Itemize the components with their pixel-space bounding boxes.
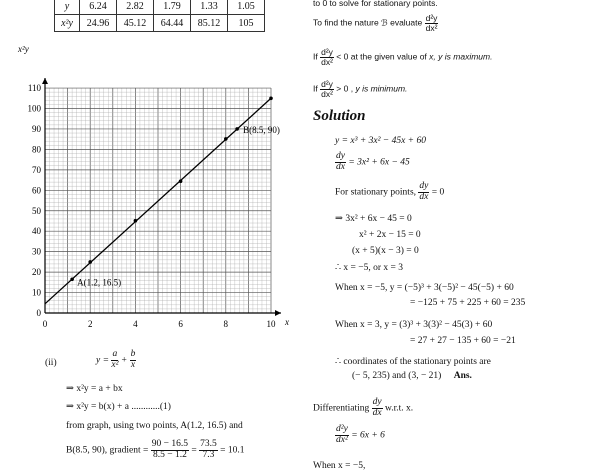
step-line-3: from graph, using two points, A(1.2, 16.5) and bbox=[66, 421, 243, 431]
y-tick-label: 50 bbox=[32, 205, 41, 216]
dy-dx-frac bbox=[372, 398, 383, 419]
y-tick-label: 110 bbox=[27, 83, 41, 94]
last-line: When x = −5, bbox=[313, 461, 366, 471]
y-tick-label: 10 bbox=[32, 287, 41, 298]
coords-line: ∴ coordinates of the stationary points are bbox=[335, 357, 491, 367]
solve-step-1: ⇒ 3x² + 6x − 45 = 0 bbox=[335, 214, 412, 224]
table-cell: 1.79 bbox=[154, 0, 191, 15]
step-line-1: ⇒ x²y = a + bx bbox=[66, 384, 123, 394]
model-equation bbox=[96, 350, 136, 371]
y-tick-label: 40 bbox=[32, 226, 41, 237]
second-derivative-frac bbox=[320, 80, 334, 99]
step-line-2: ⇒ x²y = b(x) + a ............(1) bbox=[66, 402, 171, 412]
frac-num: d²y bbox=[336, 424, 348, 434]
max-cond-text: < 0 at the given value of bbox=[336, 51, 427, 62]
data-point bbox=[269, 96, 273, 100]
gradient-line bbox=[66, 440, 244, 461]
frac-den: 8.5 − 1.2 bbox=[152, 449, 187, 460]
data-point bbox=[235, 127, 239, 131]
when-result-2: = 27 + 27 − 135 + 60 = −21 bbox=[410, 336, 516, 346]
plus-sign: + bbox=[120, 355, 128, 366]
table-cell: 6.24 bbox=[80, 0, 117, 15]
max-cond-tail: x, y is maximum. bbox=[429, 51, 493, 62]
table-row bbox=[55, 0, 265, 15]
equals-sign: = bbox=[191, 445, 197, 456]
data-point bbox=[88, 260, 92, 264]
table-cell: 1.05 bbox=[228, 0, 265, 15]
table-cell: 64.44 bbox=[154, 15, 191, 32]
when-line-2: When x = 3, y = (3)³ + 3(3)² − 45(3) + 60 bbox=[335, 320, 493, 330]
second-derivative-frac bbox=[335, 425, 349, 446]
values-table bbox=[54, 0, 265, 32]
answer-label: Ans. bbox=[453, 371, 472, 381]
frac-num: d²y bbox=[425, 13, 438, 23]
point-annotation: A(1.2, 16.5) bbox=[77, 277, 122, 288]
point-annotation: B(8.5, 90) bbox=[243, 124, 280, 135]
derivative-rhs: = 3x² + 6x − 45 bbox=[348, 157, 410, 168]
y-tick-label: 90 bbox=[32, 123, 41, 134]
x-tick-label: 8 bbox=[223, 319, 229, 329]
second-derivative-eq bbox=[335, 425, 385, 446]
frac-num: dy bbox=[336, 151, 345, 161]
solve-step-3: (x + 5)(x − 3) = 0 bbox=[352, 246, 419, 256]
table-cell: 85.12 bbox=[191, 15, 228, 32]
x-axis-label: x bbox=[285, 317, 289, 327]
y-tick-label: 0 bbox=[36, 308, 41, 318]
eq-lhs: y = bbox=[96, 355, 110, 366]
y-axis-label: x²y bbox=[18, 44, 29, 54]
frac-a-x2 bbox=[111, 350, 118, 371]
frac-den: dx bbox=[336, 161, 345, 172]
frac-den: 7.3 bbox=[202, 449, 215, 460]
equation-y: y = x³ + 3x² − 45x + 60 bbox=[335, 136, 426, 146]
part-label: (ii) bbox=[45, 358, 57, 368]
row-label: x²y bbox=[55, 15, 80, 32]
frac-b-x bbox=[130, 350, 137, 371]
min-condition bbox=[313, 80, 407, 99]
frac-num: 73.5 bbox=[200, 439, 217, 449]
frac-num: 90 − 16.5 bbox=[151, 439, 189, 449]
coords-values: (− 5, 235) and (3, − 21) bbox=[352, 371, 442, 381]
nature-text: To find the nature ℬ evaluate bbox=[313, 17, 423, 28]
if-label: If bbox=[313, 83, 318, 94]
when-line-1: When x = −5, y = (−5)³ + 3(−5)² − 45(−5) + 60 bbox=[335, 283, 514, 293]
frac-den: dx² bbox=[336, 434, 348, 445]
frac-den: dx bbox=[419, 191, 429, 202]
second-derivative-rhs: = 6x + 6 bbox=[351, 430, 385, 441]
data-point bbox=[179, 179, 183, 183]
nature-line bbox=[313, 14, 438, 33]
frac-num: d²y bbox=[321, 47, 333, 57]
x-tick-label: 2 bbox=[87, 319, 93, 329]
max-condition bbox=[313, 48, 492, 67]
table-cell: 1.33 bbox=[191, 0, 228, 15]
intro-line: to 0 to solve for stationary points. bbox=[313, 0, 438, 8]
row-label: y bbox=[55, 0, 80, 15]
gradient-label: B(8.5, 90), gradient = bbox=[66, 445, 149, 456]
y-tick-label: 70 bbox=[32, 164, 41, 175]
x-tick-label: 6 bbox=[178, 319, 183, 329]
stationary-tail: = 0 bbox=[431, 187, 445, 198]
x-axis-arrow bbox=[275, 310, 281, 316]
y-axis-arrow bbox=[42, 78, 48, 84]
x-tick-label: 0 bbox=[42, 319, 48, 329]
frac-num: d²y bbox=[321, 79, 333, 89]
table-cell: 45.12 bbox=[117, 15, 154, 32]
table-cell: 105 bbox=[228, 15, 265, 32]
y-tick-label: 30 bbox=[32, 246, 41, 257]
frac-den: dx bbox=[372, 407, 382, 418]
y-tick-label: 80 bbox=[32, 144, 41, 155]
graph bbox=[0, 40, 300, 340]
solution-heading: Solution bbox=[313, 108, 366, 124]
if-label: If bbox=[313, 51, 318, 62]
coords-result bbox=[352, 371, 472, 381]
table-cell: 2.82 bbox=[117, 0, 154, 15]
y-tick-label: 60 bbox=[32, 185, 41, 196]
frac-num: dy bbox=[419, 181, 429, 191]
differentiating-line bbox=[313, 398, 413, 419]
y-tick-label: 100 bbox=[27, 103, 41, 114]
dy-dx-frac bbox=[335, 152, 346, 173]
x-tick-label: 4 bbox=[133, 319, 138, 329]
frac-den: dx² bbox=[425, 22, 438, 33]
gradient-frac-1 bbox=[151, 440, 189, 461]
second-derivative-frac bbox=[425, 14, 439, 33]
frac-den: x bbox=[130, 359, 136, 370]
frac-num: a bbox=[112, 349, 118, 359]
min-cond-text: > 0 , bbox=[336, 83, 354, 94]
gradient-result: = 10.1 bbox=[220, 445, 245, 456]
x-tick-label: 10 bbox=[266, 319, 276, 329]
when-result-1: = −125 + 75 + 225 + 60 = 235 bbox=[410, 298, 526, 308]
table-cell: 24.96 bbox=[80, 15, 117, 32]
frac-den: dx² bbox=[321, 56, 333, 67]
data-point bbox=[70, 277, 74, 281]
min-cond-tail: y is minimum. bbox=[355, 83, 408, 94]
frac-den: x² bbox=[111, 359, 119, 370]
solve-step-4: ∴ x = −5, or x = 3 bbox=[335, 263, 404, 273]
frac-den: dx² bbox=[321, 88, 333, 99]
second-derivative-frac bbox=[320, 48, 334, 67]
frac-num: b bbox=[130, 349, 136, 359]
y-tick-label: 20 bbox=[32, 267, 41, 278]
data-point bbox=[224, 137, 228, 141]
stationary-label: For stationary points, bbox=[335, 187, 417, 198]
table-row bbox=[55, 15, 265, 32]
solve-step-2: x² + 2x − 15 = 0 bbox=[359, 230, 421, 240]
frac-num: dy bbox=[372, 397, 382, 407]
equation-dy bbox=[335, 152, 410, 173]
gradient-frac-2 bbox=[199, 440, 218, 461]
dy-dx-frac bbox=[418, 182, 429, 203]
data-point bbox=[134, 219, 138, 223]
stationary-line bbox=[335, 182, 444, 203]
diff-label: Differentiating bbox=[313, 403, 370, 414]
diff-tail: w.r.t. x. bbox=[385, 403, 414, 414]
